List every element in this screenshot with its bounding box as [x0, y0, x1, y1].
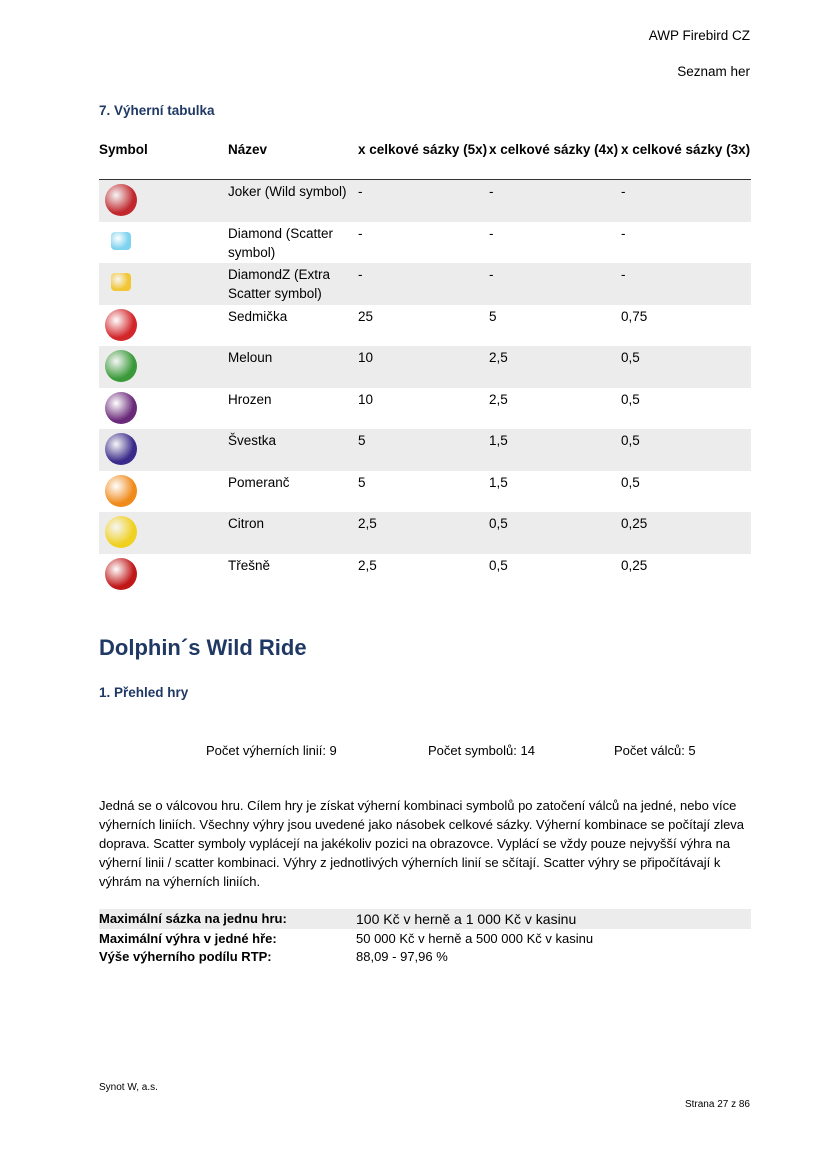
payout-5x: 2,5	[358, 512, 489, 554]
lemon-icon	[105, 516, 137, 548]
diamondz-icon	[111, 273, 131, 291]
orange-icon	[105, 475, 137, 507]
symbol-name: Švestka	[228, 429, 358, 471]
payout-3x: -	[621, 180, 751, 222]
overview-title: 1. Přehled hry	[99, 685, 189, 700]
payout-3x: -	[621, 263, 751, 305]
table-row	[99, 180, 751, 222]
payout-4x: -	[489, 263, 621, 305]
symbol-cell	[99, 388, 228, 430]
symbol-cell	[99, 554, 228, 596]
table-row	[99, 222, 751, 264]
symbol-name: Diamond (Scatter symbol)	[228, 225, 334, 260]
payout-5x: -	[358, 180, 489, 222]
payout-4x: -	[489, 225, 494, 241]
col-symbol: Symbol	[99, 141, 228, 180]
fact-rtp	[99, 947, 751, 967]
joker-icon	[105, 184, 137, 216]
table-row	[99, 305, 751, 347]
seven-icon	[105, 309, 137, 341]
payout-3x: 0,25	[621, 557, 648, 573]
header-section: Seznam her	[677, 64, 750, 79]
col-name: Název	[228, 141, 358, 180]
symbol-name: Citron	[228, 512, 358, 554]
col-3x: x celkové sázky (3x)	[621, 141, 751, 180]
symbol-name: Sedmička	[228, 308, 288, 324]
payout-4x: 2,5	[489, 391, 508, 407]
cherry-icon	[105, 558, 137, 590]
symbol-cell	[99, 180, 228, 222]
symbol-name: DiamondZ (Extra Scatter symbol)	[228, 263, 358, 305]
payout-5x: 10	[358, 391, 374, 407]
section-title: 7. Výherní tabulka	[99, 103, 215, 118]
table-row	[99, 429, 751, 471]
symbol-cell	[99, 346, 228, 388]
fact-value: 88,09 - 97,96 %	[356, 949, 448, 964]
payout-3x: -	[621, 225, 626, 241]
footer-company: Synot W, a.s.	[99, 1082, 158, 1093]
fact-max-win	[99, 929, 751, 949]
fact-value: 100 Kč v herně a 1 000 Kč v kasinu	[356, 911, 577, 927]
game-title: Dolphin´s Wild Ride	[99, 635, 307, 660]
payout-4x: 0,5	[489, 557, 508, 573]
game-description: Jedná se o válcovou hru. Cílem hry je získat výherní kombinaci symbolů po zatočení válců na jedné, nebo více výherních liniích. Všechny výhry jsou uvedené jako násobek celkové sázky. Výherní kombinace se počítají zleva doprava. Scatter symboly vyplácejí na jakékoliv pozici na obrazovce. Vyplácí se vždy pouze nejvyšší výhra na výherní linii / scatter kombinaci. Výhry z jednotlivých výherních linií se sčítají. Scatter výhry se připočítávají k výhrám na výherních liniích.	[99, 798, 745, 889]
table-row	[99, 263, 751, 305]
symbol-cell	[99, 471, 228, 513]
header-company: AWP Firebird CZ	[648, 28, 750, 43]
payout-4x: -	[489, 180, 621, 222]
payout-4x: 1,5	[489, 474, 508, 490]
reels-count: Počet válců: 5	[614, 743, 696, 758]
symbol-name: Joker (Wild symbol)	[228, 180, 358, 222]
payout-4x: 0,5	[489, 512, 621, 554]
table-header	[99, 141, 751, 180]
payout-4x: 5	[489, 308, 497, 324]
symbol-cell	[99, 222, 228, 264]
payout-3x: 0,5	[621, 391, 640, 407]
symbol-cell	[99, 263, 228, 305]
plum-icon	[105, 433, 137, 465]
grapes-icon	[105, 392, 137, 424]
symbol-name: Třešně	[228, 557, 271, 573]
symbol-name: Meloun	[228, 346, 358, 388]
fact-label: Výše výherního podílu RTP:	[99, 949, 272, 964]
symbol-name: Pomeranč	[228, 474, 290, 490]
payout-5x: -	[358, 263, 489, 305]
payout-4x: 2,5	[489, 346, 621, 388]
fact-label: Maximální sázka na jednu hru:	[99, 911, 287, 926]
payout-5x: 5	[358, 474, 366, 490]
fact-max-bet	[99, 909, 751, 929]
col-5x: x celkové sázky (5x)	[358, 141, 489, 180]
table-row	[99, 388, 751, 430]
page-number: Strana 27 z 86	[684, 1099, 750, 1110]
symbol-cell	[99, 429, 228, 471]
payout-4x: 1,5	[489, 429, 621, 471]
diamond-icon	[111, 232, 131, 250]
paytable	[99, 141, 751, 595]
payout-5x: 10	[358, 346, 489, 388]
paylines-count: Počet výherních linií: 9	[206, 743, 337, 758]
payout-5x: 25	[358, 308, 374, 324]
table-row	[99, 471, 751, 513]
payout-3x: 0,5	[621, 346, 751, 388]
symbol-name: Hrozen	[228, 391, 272, 407]
fact-value: 50 000 Kč v herně a 500 000 Kč v kasinu	[356, 931, 594, 946]
watermelon-icon	[105, 350, 137, 382]
symbol-cell	[99, 305, 228, 347]
symbols-count: Počet symbolů: 14	[428, 743, 535, 758]
payout-3x: 0,5	[621, 474, 640, 490]
symbol-cell	[99, 512, 228, 554]
fact-label: Maximální výhra v jedné hře:	[99, 931, 277, 946]
payout-3x: 0,5	[621, 429, 751, 471]
payout-5x: 2,5	[358, 557, 377, 573]
col-4x: x celkové sázky (4x)	[489, 141, 621, 180]
payout-3x: 0,25	[621, 512, 751, 554]
table-row	[99, 554, 751, 596]
table-row	[99, 346, 751, 388]
table-row	[99, 512, 751, 554]
payout-5x: -	[358, 225, 363, 241]
payout-3x: 0,75	[621, 308, 648, 324]
payout-5x: 5	[358, 429, 489, 471]
